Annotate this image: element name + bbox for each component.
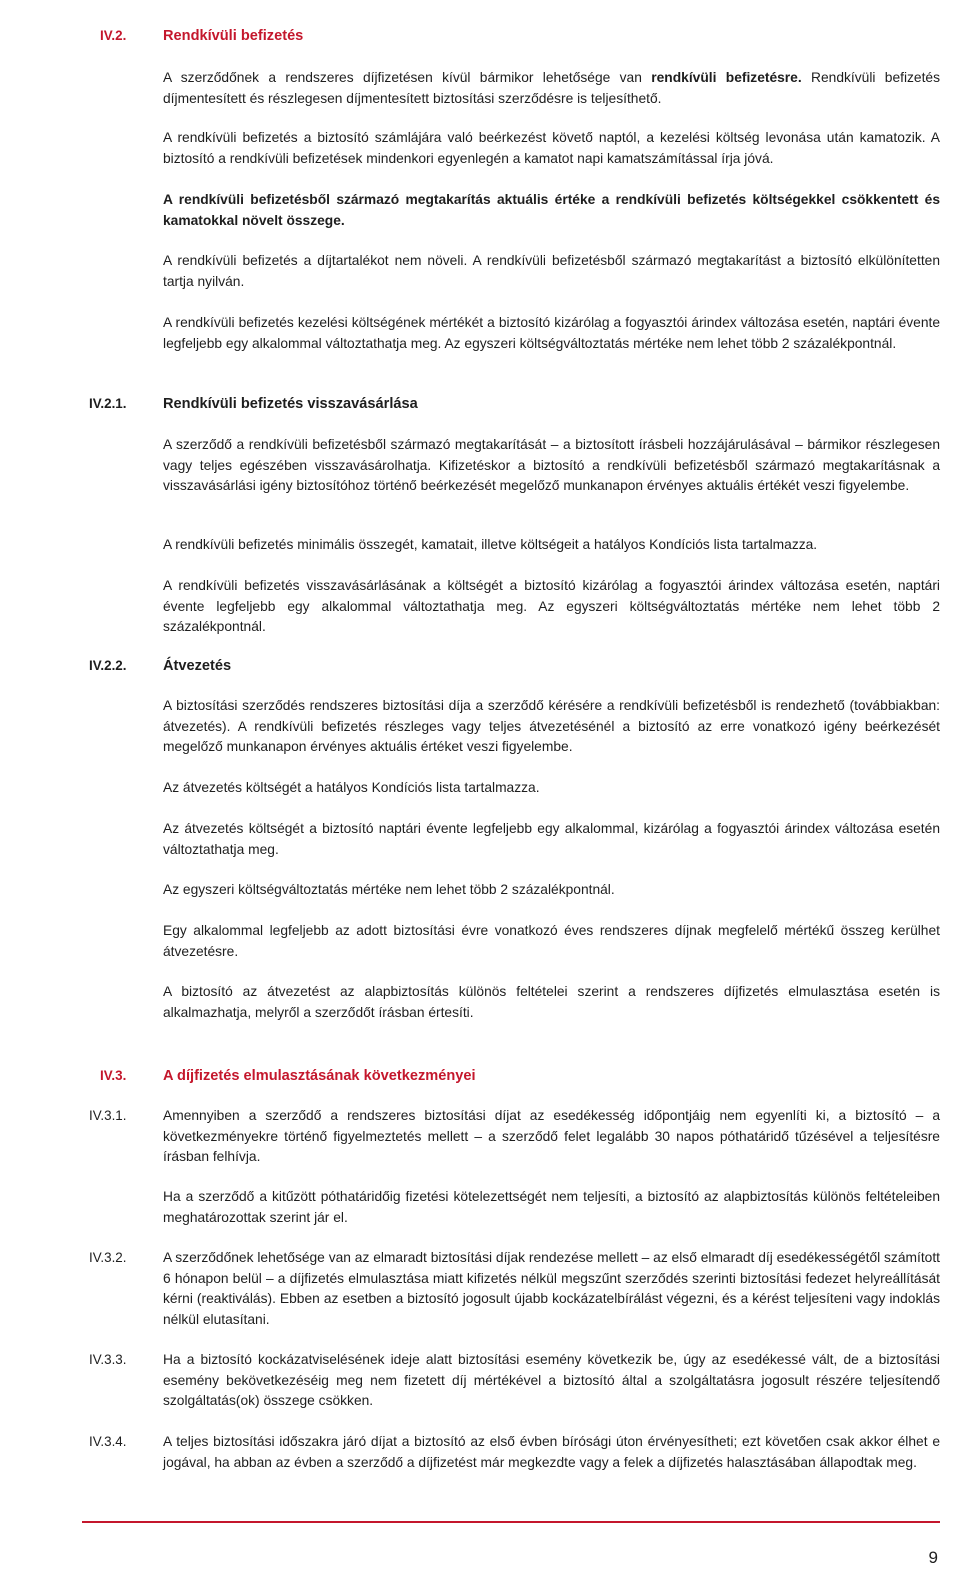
paragraph: Amennyiben a szerződő a rendszeres biztosítási díjat az esedékesség időpontjáig nem egyenlíti ki, a biztosító – a következményekre történő figyelmeztetés mellett – a szerződő felet legalább 30 napos póthatáridő tűzésével a teljesítésre írásban felhívja. — [163, 1108, 940, 1164]
paragraph: Az átvezetés költségét a biztosító naptári évente legfeljebb egy alkalommal, kizárólag a fogyasztói árindex változása esetén változtathatja meg. — [163, 821, 940, 857]
paragraph: A rendkívüli befizetés minimális összegét, kamatait, illetve költségeit a hatályos Kondíciós lista tartalmazza. — [163, 537, 818, 552]
paragraph-bold: A rendkívüli befizetésből származó megtakarítás aktuális értéke a rendkívüli befizetés költségekkel csökkentett és kamatokkal növelt összege. — [163, 192, 940, 228]
clause-number: IV.3.1. — [89, 1108, 127, 1123]
section-number: IV.2.1. — [89, 396, 127, 411]
paragraph — [163, 68, 940, 109]
clause-number: IV.3.4. — [89, 1434, 127, 1449]
paragraph: A biztosító az átvezetést az alapbiztosítás különös feltételei szerint a rendszeres díjfizetés elmulasztása esetén is alkalmazhatja, melyről a szerződőt írásban értesíti. — [163, 984, 940, 1020]
paragraph: A rendkívüli befizetés a díjtartalékot nem növeli. A rendkívüli befizetésből származó megtakarítást a biztosító elkülönítetten tartja nyilván. — [163, 253, 940, 289]
section-number: IV.3. — [100, 1068, 127, 1083]
paragraph-text: A szerződőnek a rendszeres díjfizetésen kívül bármikor lehetősége van — [163, 70, 652, 85]
section-title: Átvezetés — [163, 658, 232, 674]
paragraph-emphasis: rendkívüli befizetésre. — [651, 70, 802, 85]
paragraph: Ha a biztosító kockázatviselésének ideje alatt biztosítási esemény következik be, úgy az esedékessé vált, de a biztosítási esemény bekövetkezéséig meg nem fizetett díj mértékével a biztosító által a szolgáltatásra jogosult részére teljesítendő szolgáltatás(ok) összege csökken. — [163, 1352, 940, 1408]
paragraph: A rendkívüli befizetés kezelési költségének mértékét a biztosító kizárólag a fogyasztói árindex változása esetén, naptári évente legfeljebb egy alkalommal változtathatja meg. Az egyszeri költségváltoztatás mértéke nem lehet több 2 százalékpontnál. — [163, 315, 940, 351]
clause-number: IV.3.3. — [89, 1352, 127, 1367]
paragraph: A szerződőnek lehetősége van az elmaradt biztosítási díjak rendezése mellett – az első elmaradt díj esedékességétől számított 6 hónapon belül – a díjfizetés elmulasztása miatt kifizetés nélkül megszűnt szerződés szerinti biztosítási fedezet helyreállítását kérni (reaktiválás). Ebben az esetben a biztosító jogosult újabb kockázatelbírálást végezni, és a kérést teljesíteni vagy indoklás nélkül elutasítani. — [163, 1250, 940, 1327]
paragraph: A teljes biztosítási időszakra járó díjat a biztosító az első évben bírósági úton érvényesítheti; ezt követően csak akkor élhet e jogával, ha abban az évben a szerződő a díjfizetést már megkezdte vagy a felek a díjfizetés halasztásában állapodtak meg. — [163, 1434, 940, 1470]
paragraph: Az egyszeri költségváltoztatás mértéke nem lehet több 2 százalékpontnál. — [163, 882, 615, 897]
paragraph: Egy alkalommal legfeljebb az adott biztosítási évre vonatkozó éves rendszeres díjnak megfelelő mértékű összeg kerülhet átvezetésre. — [163, 923, 940, 959]
section-title: Rendkívüli befizetés — [163, 28, 304, 44]
section-title: Rendkívüli befizetés visszavásárlása — [163, 396, 418, 412]
section-title: A díjfizetés elmulasztásának következményei — [163, 1068, 476, 1084]
footer-divider — [82, 1521, 940, 1523]
paragraph: A rendkívüli befizetés a biztosító számlájára való beérkezést követő naptól, a kezelési költség levonása után kamatozik. A biztosító a rendkívüli befizetések mindenkori egyenlegén a kamatot napi kamatszámítással írja jóvá. — [163, 130, 940, 166]
paragraph: A szerződő a rendkívüli befizetésből származó megtakarítását – a biztosított írásbeli hozzájárulásával – bármikor részlegesen vagy teljes egészében visszavásárolhatja. Kifizetéskor a biztosító a rendkívüli befizetésből származó megtakarításnak a visszavásárlási igény biztosítóhoz történő beérkezését megelőző munkanapon érvényes aktuális értékét veszi figyelembe. — [163, 437, 940, 493]
section-number: IV.2. — [100, 28, 127, 43]
paragraph: Ha a szerződő a kitűzött póthatáridőig fizetési kötelezettségét nem teljesíti, a biztosító az alapbiztosítás különös feltételeiben meghatározottak szerint jár el. — [163, 1189, 940, 1225]
page-number: 9 — [928, 1548, 938, 1567]
paragraph: A biztosítási szerződés rendszeres biztosítási díja a szerződő kérésére a rendkívüli befizetésből is rendezhető (továbbiakban: átvezetés). A rendkívüli befizetés részleges vagy teljes átvezetésénél a biztosító az erre vonatkozó igény beérkezését megelőző munkanapon érvényes aktuális értéket veszi figyelembe. — [163, 698, 940, 754]
paragraph-text: Rendkívüli befizetés díjmentesített és részlegesen díjmentesített biztosítási szerződésre is teljesíthető. — [163, 70, 941, 106]
clause-number: IV.3.2. — [89, 1250, 127, 1265]
paragraph: A rendkívüli befizetés visszavásárlásának a költségét a biztosító kizárólag a fogyasztói árindex változása esetén, naptári évente legfeljebb egy alkalommal változtathatja meg. Az egyszeri költségváltoztatás mértéke nem lehet több 2 százalékpontnál. — [163, 578, 940, 634]
paragraph: Az átvezetés költségét a hatályos Kondíciós lista tartalmazza. — [163, 780, 540, 795]
section-number: IV.2.2. — [89, 658, 127, 673]
